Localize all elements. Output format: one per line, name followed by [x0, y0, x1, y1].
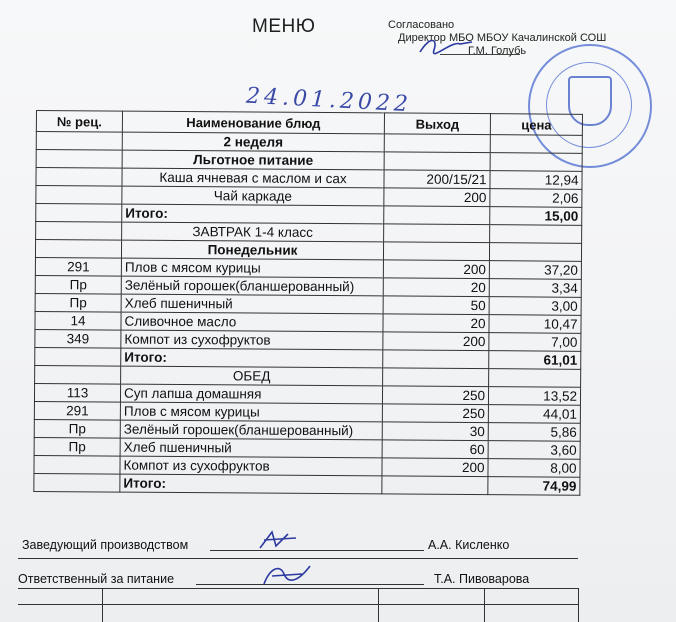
dish-price: 8,00 — [488, 459, 580, 478]
footer-rule — [18, 558, 578, 559]
dish-name: Каша ячневая с маслом и сах — [122, 168, 384, 188]
dish-price: 7,00 — [489, 333, 581, 352]
section-title: ЗАВТРАК 1-4 класс — [122, 222, 384, 242]
empty-cell — [35, 240, 121, 259]
recipe-number: Пр — [35, 275, 121, 294]
dish-price: 3,00 — [489, 297, 581, 316]
dish-price: 3,34 — [489, 279, 581, 298]
recipe-number — [36, 186, 122, 205]
col-header-portion: Выход — [384, 113, 490, 135]
dish-name: Чай каркаде — [122, 186, 384, 206]
recipe-number: Пр — [34, 437, 120, 456]
section-title: Льготное питание — [122, 150, 384, 170]
portion-output: 200 — [382, 458, 488, 477]
dish-name: Компот из сухофруктов — [121, 330, 383, 350]
total-label: Итого: — [122, 204, 384, 224]
recipe-number: 291 — [35, 257, 121, 276]
dish-price: 10,47 — [489, 315, 581, 334]
empty-cell — [489, 369, 581, 388]
recipe-number: 349 — [35, 329, 121, 348]
recipe-number: 291 — [34, 401, 120, 420]
menu-table — [33, 110, 583, 496]
recipe-number — [34, 455, 120, 474]
empty-cell — [490, 225, 582, 244]
production-manager-signature — [256, 528, 306, 552]
portion-output: 200 — [383, 332, 489, 351]
footer-col-divider — [578, 588, 579, 622]
footer-col-divider — [484, 588, 485, 622]
empty-cell — [36, 204, 122, 223]
dish-price: 37,20 — [489, 261, 581, 280]
portion-output: 250 — [382, 404, 488, 423]
empty-cell — [36, 132, 122, 151]
dish-name: Зелёный горошек(бланшерованный) — [120, 420, 382, 440]
responsible-signature — [258, 560, 318, 588]
total-label: Итого: — [120, 474, 382, 494]
empty-cell — [384, 134, 490, 153]
portion-output: 30 — [382, 422, 488, 441]
recipe-number: Пр — [35, 293, 121, 312]
dish-name: Компот из сухофруктов — [120, 456, 382, 476]
dish-price: 3,60 — [488, 441, 580, 460]
empty-cell — [490, 135, 582, 154]
portion-output: 60 — [382, 440, 488, 459]
dish-price: 12,94 — [490, 171, 582, 190]
approver-position: Директор МБО МБОУ Качалинской СОШ — [398, 32, 607, 44]
empty-cell — [36, 222, 122, 241]
dish-name: Плов с мясом курицы — [120, 402, 382, 422]
section-title: 2 неделя — [122, 132, 384, 152]
empty-cell — [36, 150, 122, 169]
total-price: 74,99 — [488, 477, 580, 496]
footer-col-divider — [378, 588, 379, 622]
dish-name: Суп лапша домашняя — [120, 384, 382, 404]
recipe-number: Пр — [34, 419, 120, 438]
approved-label: Согласовано — [388, 19, 455, 31]
portion-output: 200/15/21 — [384, 170, 490, 189]
dish-price: 2,06 — [490, 189, 582, 208]
section-title: ОБЕД — [121, 366, 383, 386]
portion-output: 50 — [383, 296, 489, 315]
total-price: 61,01 — [489, 351, 581, 370]
approver-name: Г.М. Голубь — [468, 45, 527, 57]
col-header-dish-name: Наименование блюд — [122, 111, 384, 134]
menu-table-body — [34, 132, 583, 496]
empty-cell — [383, 350, 489, 369]
col-header-recipe-number: № рец. — [36, 111, 122, 133]
total-row — [34, 473, 580, 495]
portion-output: 200 — [383, 260, 489, 279]
dish-name: Хлеб пшеничный — [121, 294, 383, 314]
dish-name: Хлеб пшеничный — [120, 438, 382, 458]
portion-output: 20 — [383, 278, 489, 297]
footer-col-divider — [102, 588, 103, 622]
empty-cell — [489, 243, 581, 262]
empty-cell — [35, 347, 121, 366]
recipe-number: 113 — [34, 383, 120, 402]
recipe-number: 14 — [35, 311, 121, 330]
empty-cell — [383, 368, 489, 387]
empty-cell — [383, 242, 489, 261]
total-label: Итого: — [121, 348, 383, 368]
empty-cell — [490, 153, 582, 172]
document-title: МЕНЮ — [252, 16, 316, 37]
dish-price: 44,01 — [488, 405, 580, 424]
total-price: 15,00 — [490, 207, 582, 226]
empty-cell — [384, 206, 490, 225]
empty-cell — [384, 224, 490, 243]
production-signature-line — [210, 550, 424, 551]
recipe-number — [36, 168, 122, 187]
production-manager-label: Заведующий производством — [22, 538, 189, 552]
portion-output: 200 — [384, 188, 490, 207]
handwritten-date: 24.01.2022 — [245, 83, 413, 118]
dish-price: 5,86 — [488, 423, 580, 442]
dish-name: Сливочное масло — [121, 312, 383, 332]
dish-name: Зелёный горошек(бланшерованный) — [121, 276, 383, 296]
dish-price: 13,52 — [488, 387, 580, 406]
responsible-label: Ответственный за питание — [18, 572, 175, 586]
empty-cell — [382, 476, 488, 495]
dish-name: Плов с мясом курицы — [121, 258, 383, 278]
portion-output: 20 — [383, 314, 489, 333]
responsible-name: Т.А. Пивоварова — [434, 572, 530, 586]
col-header-price: цена — [490, 114, 582, 136]
empty-cell — [35, 365, 121, 384]
production-manager-name: А.А. Кисленко — [428, 538, 510, 552]
portion-output: 250 — [382, 386, 488, 405]
empty-cell — [34, 473, 120, 492]
section-title: Понедельник — [121, 240, 383, 260]
approver-signature — [416, 34, 476, 58]
empty-cell — [384, 152, 490, 171]
